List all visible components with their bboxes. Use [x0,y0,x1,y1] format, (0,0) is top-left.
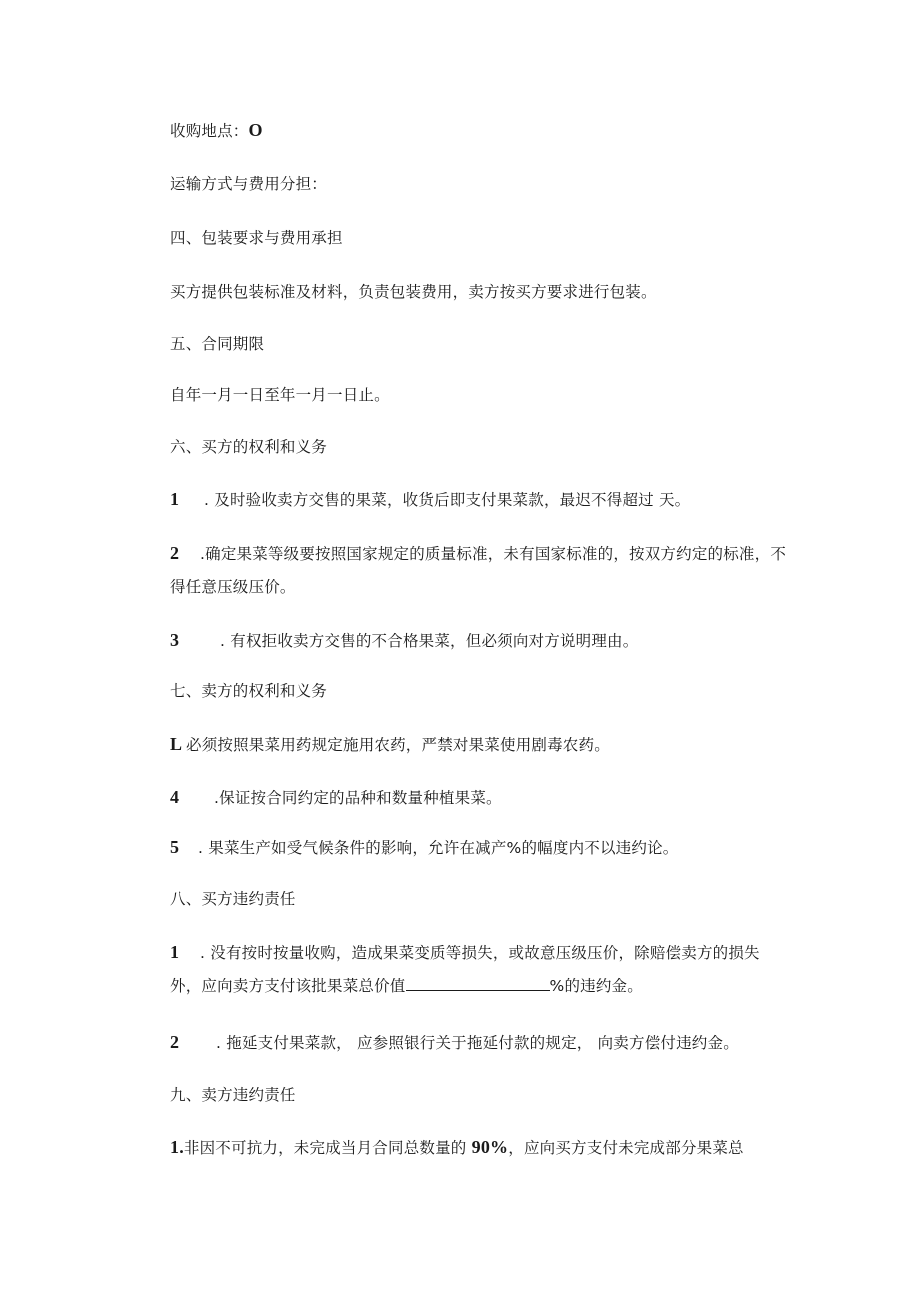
seller-duty-item-3 [170,837,790,858]
item-text: . 及时验收卖方交售的果菜，收货后即支付果菜款，最迟不得超过 天。 [204,491,691,509]
transport-line: 运输方式与费用分担： [170,175,328,193]
packaging-paragraph: 买方提供包装标准及材料，负责包装费用，卖方按买方要求进行包装。 [170,283,657,301]
item-number: 3 [170,630,180,650]
buyer-breach-item-2 [170,1032,790,1053]
item-number: 2 [170,543,180,563]
contract-period-paragraph: 自年一月一日至年一月一日止。 [170,386,390,404]
section-heading-4: 四、包装要求与费用承担 [170,229,343,247]
section-heading-7: 七、卖方的权利和义务 [170,682,328,700]
seller-duty-item-1 [170,734,790,755]
seller-breach-item-1 [170,1137,790,1158]
item-number: 2 [170,1032,180,1052]
purchase-location-label: 收购地点： [170,122,249,140]
purchase-location-value: O [248,120,263,140]
item-text: . 没有按时按量收购，造成果菜变质等损失，或故意压级压价，除赔偿卖方的损失外，应向卖方支付该批果菜总价值 [170,944,760,995]
buyer-duty-item-1 [170,489,790,510]
buyer-breach-item-1 [170,936,790,1003]
buyer-duty-item-3 [170,630,790,651]
item-number: 1. [170,1137,184,1157]
buyer-duty-item-2 [170,537,790,604]
item-text: 必须按照果菜用药规定施用农药，严禁对果菜使用剧毒农药。 [186,736,610,754]
item-text: . 拖延支付果菜款， 应参照银行关于拖延付款的规定， 向卖方偿付违约金。 [216,1034,739,1052]
seller-duty-item-2 [170,787,790,808]
item-number: 5 [170,837,180,857]
section-heading-5: 五、合同期限 [170,335,265,353]
section-heading-6: 六、买方的权利和义务 [170,438,328,456]
item-text-end: ，应向买方支付未完成部分果菜总 [508,1139,744,1157]
percent-value: 90% [471,1137,509,1157]
section-heading-8: 八、买方违约责任 [170,890,296,908]
item-number: 1 [170,942,180,962]
item-text: 非因不可抗力，未完成当月合同总数量的 [183,1139,472,1157]
item-text: . 果菜生产如受气候条件的影响，允许在减产%的幅度内不以违约论。 [198,839,679,857]
item-number: 1 [170,489,180,509]
item-text: .确定果菜等级要按照国家规定的质量标准，未有国家标准的，按双方约定的标准，不得任意压级压价。 [170,545,787,596]
item-text: . 有权拒收卖方交售的不合格果菜，但必须向对方说明理由。 [220,632,639,650]
item-text-end: %的违约金。 [549,977,643,995]
purchase-location-line [170,120,790,141]
section-heading-9: 九、卖方违约责任 [170,1086,296,1104]
item-text: .保证按合同约定的品种和数量种植果菜。 [214,789,502,807]
item-number: 4 [170,787,180,807]
item-number: L [170,734,183,754]
fill-in-blank [406,976,550,991]
